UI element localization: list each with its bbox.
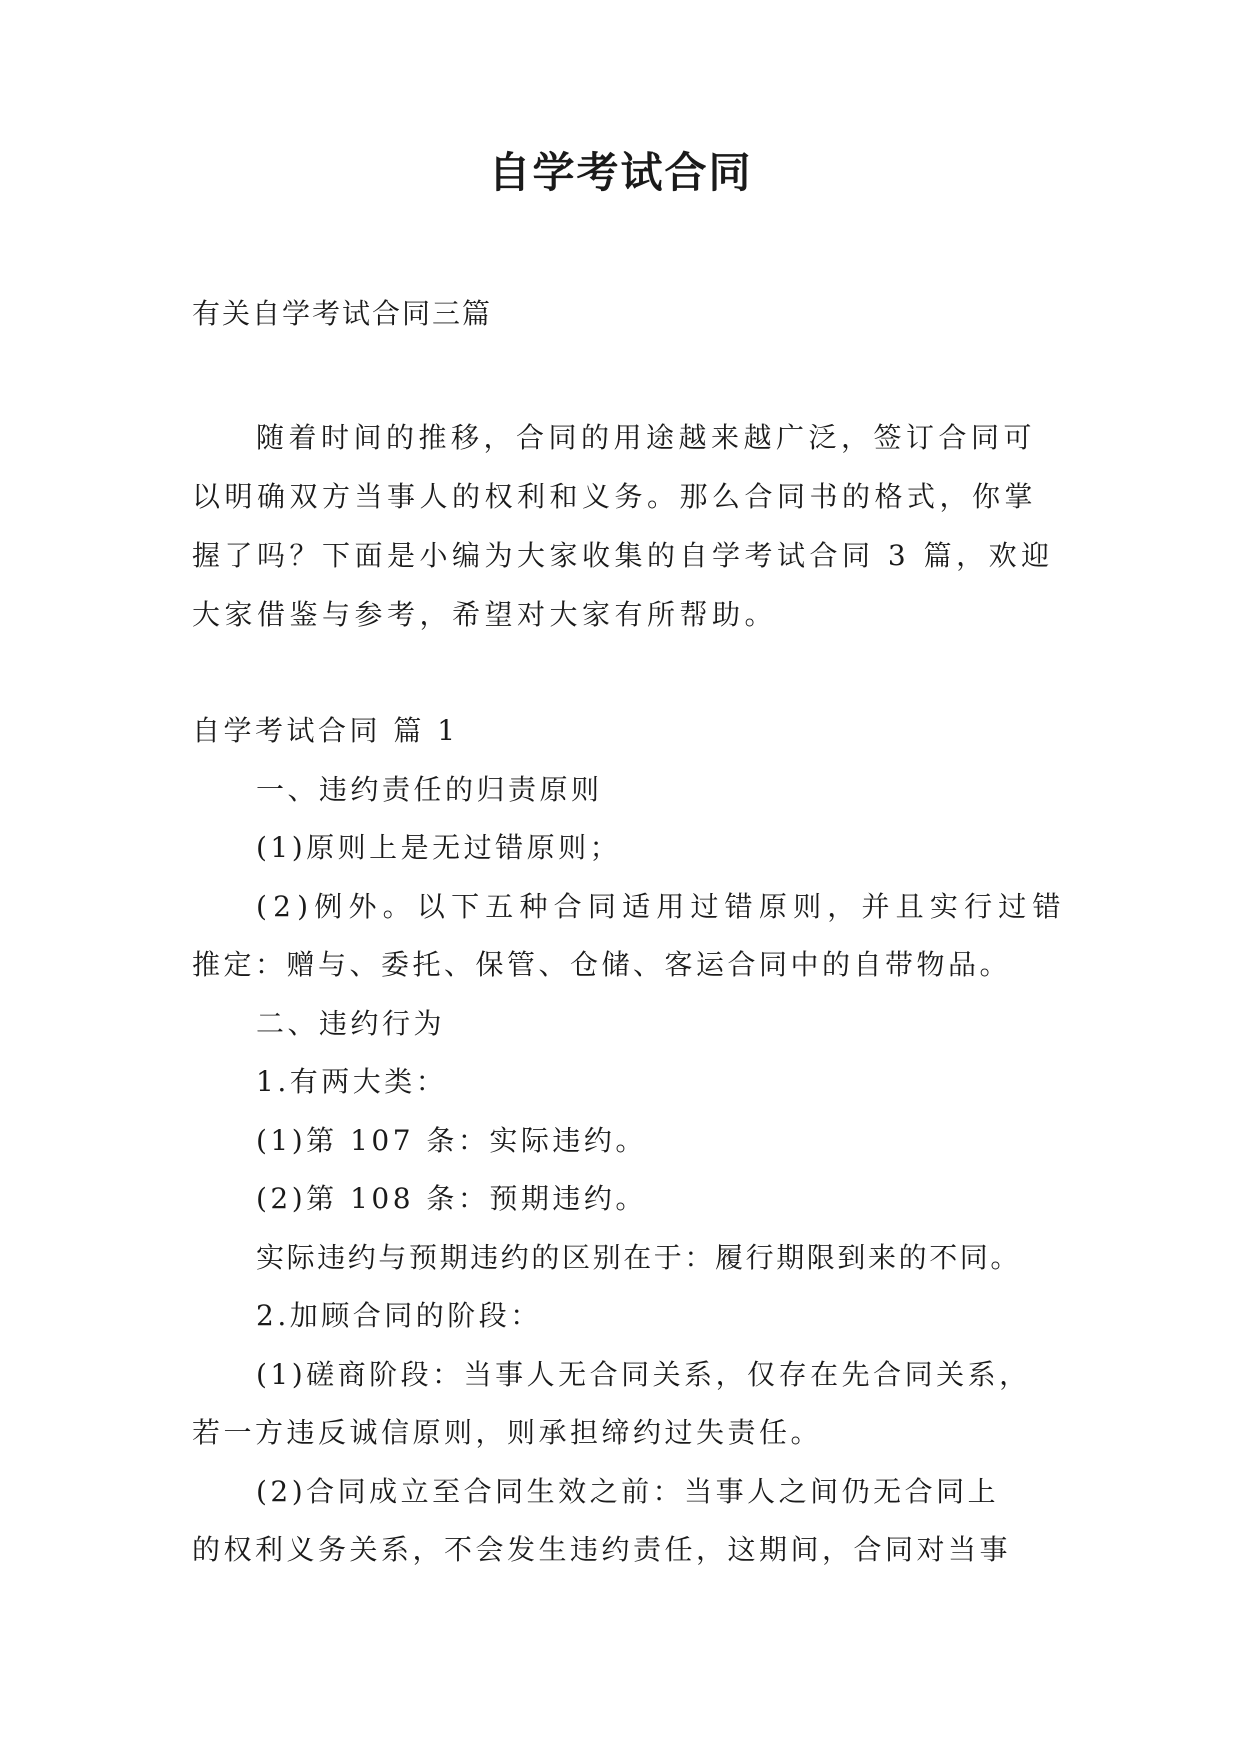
clause-line: 2.加顾合同的阶段： bbox=[256, 1299, 542, 1332]
clause-line: (2)合同成立至合同生效之前：当事人之间仍无合同上 bbox=[256, 1474, 1000, 1508]
clause-line: (2)例外。以下五种合同适用过错原则，并且实行过错 bbox=[256, 889, 1067, 923]
clause-line: 实际违约与预期违约的区别在于：履行期限到来的不同。 bbox=[256, 1240, 1022, 1274]
clause-line: (1)第 107 条：实际违约。 bbox=[256, 1123, 647, 1157]
intro-line: 握了吗？下面是小编为大家收集的自学考试合同 3 篇，欢迎 bbox=[192, 539, 1054, 572]
section-1 bbox=[192, 702, 1067, 1580]
intro-line: 随着时间的推移，合同的用途越来越广泛，签订合同可 bbox=[256, 421, 1037, 454]
clause-line: (1)原则上是无过错原则； bbox=[256, 831, 622, 864]
intro-line: 大家借鉴与参考，希望对大家有所帮助。 bbox=[192, 598, 778, 631]
clause-heading: 一、违约责任的归责原则 bbox=[256, 772, 603, 806]
document-subtitle: 有关自学考试合同三篇 bbox=[192, 297, 493, 330]
document-title: 自学考试合同 bbox=[488, 148, 753, 197]
section-heading: 自学考试合同 篇 1 bbox=[192, 714, 459, 747]
clause-line: (1)磋商阶段：当事人无合同关系，仅存在先合同关系， bbox=[256, 1357, 1031, 1391]
intro-line: 以明确双方当事人的权利和义务。那么合同书的格式，你掌 bbox=[192, 480, 1038, 513]
clause-line: 推定：赠与、委托、保管、仓储、客运合同中的自带物品。 bbox=[192, 948, 1012, 981]
clause-line: 若一方违反诚信原则，则承担缔约过失责任。 bbox=[192, 1416, 823, 1449]
clause-line: 的权利义务关系，不会发生违约责任，这期间，合同对当事 bbox=[192, 1533, 1012, 1566]
clause-heading: 二、违约行为 bbox=[256, 1006, 446, 1040]
clause-line: 1.有两大类： bbox=[256, 1065, 448, 1098]
intro-paragraph bbox=[192, 408, 1052, 644]
clause-line: (2)第 108 条：预期违约。 bbox=[256, 1182, 647, 1215]
